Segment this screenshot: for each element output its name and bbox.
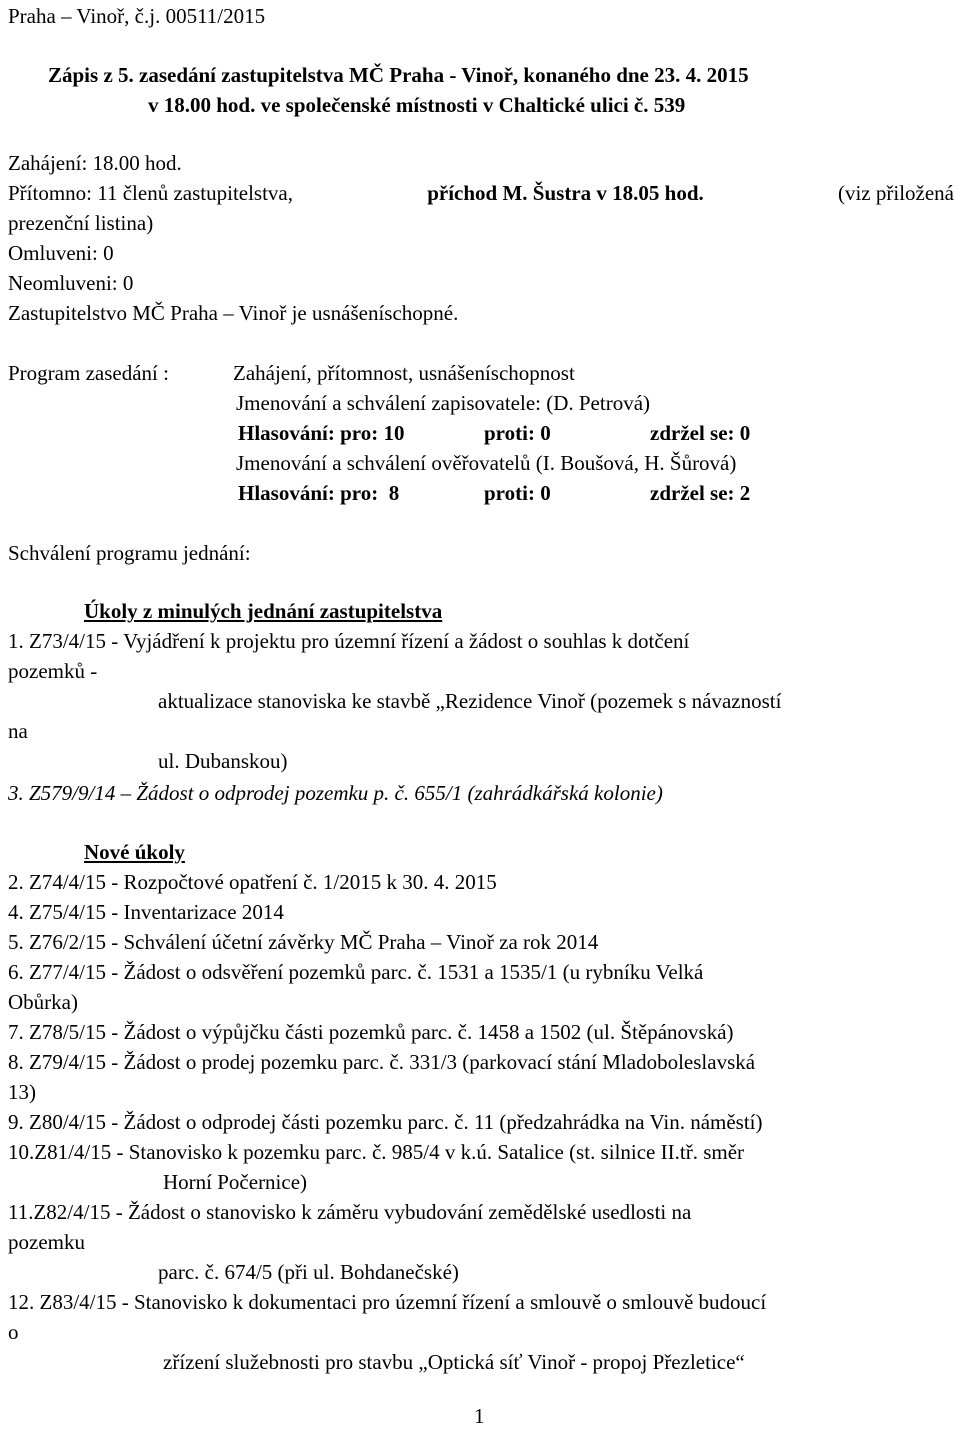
new-task-11-line-1: 11.Z82/4/15 - Žádost o stanovisko k záměru vybudování zemědělské usedlosti na (8, 1200, 692, 1224)
vote1-for: Hlasování: pro: 10 (238, 421, 405, 445)
new-task-12-line-1: 12. Z83/4/15 - Stanovisko k dokumentaci pro územní řízení a smlouvě o smlouvě budoucí (8, 1290, 767, 1314)
start-time: Zahájení: 18.00 hod. (8, 151, 182, 175)
quorum-statement: Zastupitelstvo MČ Praha – Vinoř je usnášeníschopné. (8, 301, 459, 325)
past-task-1-line-2: pozemků - (8, 659, 98, 683)
program-item-opening: Zahájení, přítomnost, usnášeníschopnost (233, 361, 575, 385)
new-task-8-line-1: 8. Z79/4/15 - Žádost o prodej pozemku parc. č. 331/3 (parkovací stání Mladoboleslavská (8, 1050, 756, 1074)
vote2-against: proti: 0 (484, 481, 551, 505)
title-line-1: Zápis z 5. zasedání zastupitelstva MČ Praha - Vinoř, konaného dne 23. 4. 2015 (48, 63, 749, 87)
present-line (8, 180, 954, 206)
vote2-abstain: zdržel se: 2 (650, 481, 751, 505)
program-item-verifiers: Jmenování a schválení ověřovatelů (I. Boušová, H. Šůrová) (236, 451, 737, 475)
new-task-12-line-2: o (8, 1320, 19, 1344)
document-header: Praha – Vinoř, č.j. 00511/2015 (8, 4, 266, 28)
program-item-recorder: Jmenování a schválení zapisovatele: (D. Petrová) (236, 391, 651, 415)
unexcused-count: Neomluveni: 0 (8, 271, 134, 295)
vote1-against: proti: 0 (484, 421, 551, 445)
present-count: Přítomno: 11 členů zastupitelstva, (8, 181, 294, 205)
new-task-8-line-2: 13) (8, 1080, 36, 1104)
excused-count: Omluveni: 0 (8, 241, 114, 265)
past-tasks-heading: Úkoly z minulých jednání zastupitelstva (84, 599, 443, 623)
new-task-11-line-3: parc. č. 674/5 (při ul. Bohdanečské) (158, 1260, 459, 1284)
new-task-10-line-1: 10.Z81/4/15 - Stanovisko k pozemku parc. č. 985/4 v k.ú. Satalice (st. silnice II.tř. směr (8, 1140, 745, 1164)
past-task-1-line-5: ul. Dubanskou) (158, 749, 288, 773)
new-task-9: 9. Z80/4/15 - Žádost o odprodej části pozemku parc. č. 11 (předzahrádka na Vin. náměstí) (8, 1110, 763, 1134)
new-task-6-line-1: 6. Z77/4/15 - Žádost o odsvěření pozemků parc. č. 1531 a 1535/1 (u rybníku Velká (8, 960, 704, 984)
past-task-3: 3. Z579/9/14 – Žádost o odprodej pozemku p. č. 655/1 (zahrádkářská kolonie) (8, 781, 663, 805)
new-task-10-line-2: Horní Počernice) (163, 1170, 308, 1194)
attendance-note: (viz přiložená (837, 181, 954, 205)
new-task-6-line-2: Obůrka) (8, 990, 78, 1014)
title-line-2: v 18.00 hod. ve společenské místnosti v Chaltické ulici č. 539 (148, 93, 686, 117)
program-approval: Schválení programu jednání: (8, 541, 251, 565)
new-task-11-line-2: pozemku (8, 1230, 85, 1254)
new-task-7: 7. Z78/5/15 - Žádost o výpůjčku části pozemků parc. č. 1458 a 1502 (ul. Štěpánovská) (8, 1020, 734, 1044)
program-label: Program zasedání : (8, 361, 169, 385)
new-task-12-line-3: zřízení služebnosti pro stavbu „Optická síť Vinoř - propoj Přezletice“ (163, 1350, 745, 1374)
new-task-5: 5. Z76/2/15 - Schválení účetní závěrky MČ Praha – Vinoř za rok 2014 (8, 930, 599, 954)
attendance-note-end: prezenční listina) (8, 211, 154, 235)
new-task-2: 2. Z74/4/15 - Rozpočtové opatření č. 1/2015 k 30. 4. 2015 (8, 870, 497, 894)
past-task-1-line-1: 1. Z73/4/15 - Vyjádření k projektu pro územní řízení a žádost o souhlas k dotčení (8, 629, 690, 653)
page-number: 1 (474, 1404, 485, 1428)
vote1-abstain: zdržel se: 0 (650, 421, 751, 445)
past-task-1-line-4: na (8, 719, 28, 743)
past-task-1-line-3: aktualizace stanoviska ke stavbě „Rezidence Vinoř (pozemek s návazností (158, 689, 782, 713)
new-tasks-heading: Nové úkoly (84, 840, 185, 864)
new-task-4: 4. Z75/4/15 - Inventarizace 2014 (8, 900, 284, 924)
vote2-for: Hlasování: pro: 8 (238, 481, 400, 505)
late-arrival: příchod M. Šustra v 18.05 hod. (427, 181, 704, 205)
